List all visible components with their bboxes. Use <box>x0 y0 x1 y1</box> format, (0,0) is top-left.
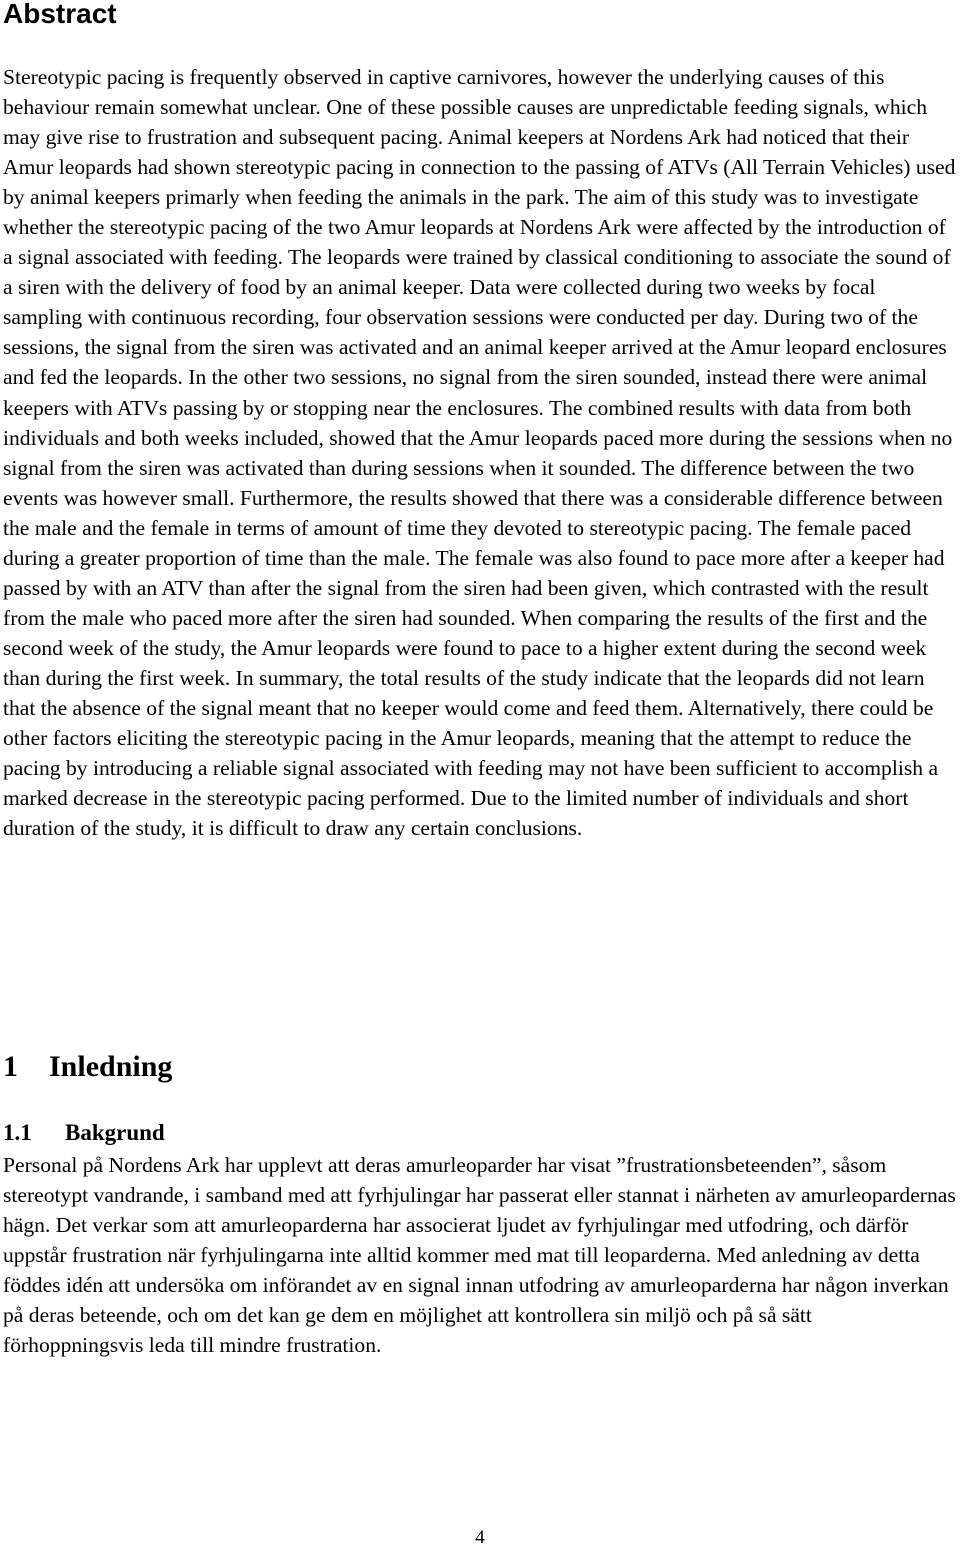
subsection-heading-bakgrund <box>3 1118 165 1148</box>
bakgrund-paragraph: Personal på Nordens Ark har upplevt att deras amurleoparder har visat ”frustrationsbeteenden”, såsom stereotypt vandrande, i samband med att fyrhjulingar har passerat eller stannat i närheten av amurleopardernas hägn. Det verkar som att amurleoparderna har associerat ljudet av fyrhjulingar med utfodring, och därför uppstår frustration när fyrhjulingarna inte alltid kommer med mat till leoparderna. Med anledning av detta föddes idén att undersöka om införandet av en signal innan utfodring av amurleoparderna har någon inverkan på deras beteende, och om det kan ge dem en möjlighet att kontrollera sin miljö och på så sätt förhoppningsvis leda till mindre frustration. <box>3 1153 956 1358</box>
section-title: Inledning <box>49 1050 173 1083</box>
abstract-heading: Abstract <box>3 0 117 29</box>
page-number: 4 <box>475 1527 485 1548</box>
section-heading-inledning <box>3 1047 172 1087</box>
subsection-title: Bakgrund <box>65 1120 165 1145</box>
section-number: 1 <box>3 1050 18 1083</box>
subsection-number: 1.1 <box>3 1120 32 1145</box>
abstract-paragraph: Stereotypic pacing is frequently observed in captive carnivores, however the underlying causes of this behaviour remain somewhat unclear. One of these possible causes are unpredictable feeding signals, which may give rise to frustration and subsequent pacing. Animal keepers at Nordens Ark had noticed that their Amur leopards had shown stereotypic pacing in connection to the passing of ATVs (All Terrain Vehicles) used by animal keepers primarly when feeding the animals in the park. The aim of this study was to investigate whether the stereotypic pacing of the two Amur leopards at Nordens Ark were affected by the introduction of a signal associated with feeding. The leopards were trained by classical conditioning to associate the sound of a siren with the delivery of food by an animal keeper. Data were collected during two weeks by focal sampling with continuous recording, four observation sessions were conducted per day. During two of the sessions, the signal from the siren was activated and an animal keeper arrived at the Amur leopard enclosures and fed the leopards. In the other two sessions, no signal from the siren sounded, instead there were animal keepers with ATVs passing by or stopping near the enclosures. The combined results with data from both individuals and both weeks included, showed that the Amur leopards paced more during the sessions when no signal from the siren was activated than during sessions when it sounded. The difference between the two events was however small. Furthermore, the results showed that there was a considerable difference between the male and the female in terms of amount of time they devoted to stereotypic pacing. The female paced during a greater proportion of time than the male. The female was also found to pace more after a keeper had passed by with an ATV than after the signal from the siren had been given, which contrasted with the result from the male who paced more after the siren had sounded. When comparing the results of the first and the second week of the study, the Amur leopards were found to pace to a higher extent during the second week than during the first week. In summary, the total results of the study indicate that the leopards did not learn that the absence of the signal meant that no keeper would come and feed them. Alternatively, there could be other factors eliciting the stereotypic pacing in the Amur leopards, meaning that the attempt to reduce the pacing by introducing a reliable signal associated with feeding may not have been sufficient to accomplish a marked decrease in the stereotypic pacing performed. Due to the limited number of individuals and short duration of the study, it is difficult to draw any certain conclusions. <box>3 65 956 841</box>
